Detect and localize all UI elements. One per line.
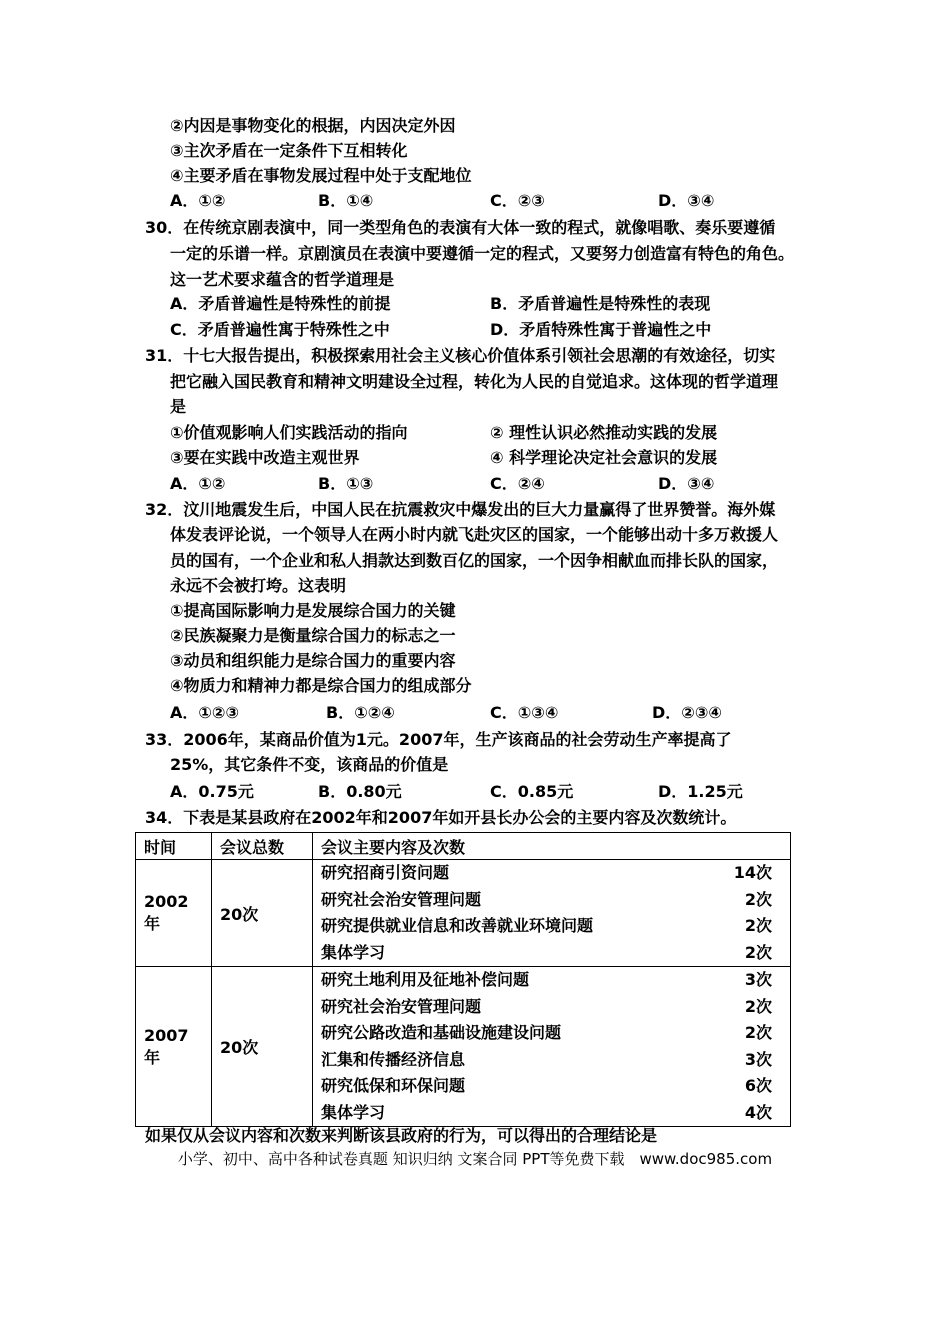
total-cell: 20次 [212, 967, 313, 1127]
q29-option-c: C．②③ [490, 191, 545, 210]
q30-option-b: B．矛盾普遍性是特殊性的表现 [490, 294, 711, 313]
item-label: 集体学习 [321, 942, 386, 962]
item-label: 研究低保和环保问题 [321, 1076, 466, 1095]
q32-stem-line-3: 员的国有，一个企业和私人捐款达到数百亿的国家，一个因争相献血而排长队的国家， [170, 551, 779, 570]
item-count: 2次 [744, 1023, 772, 1042]
q31-statement-3: ③要在实践中改造主观世界 [170, 448, 360, 467]
content-cell [313, 967, 791, 1127]
meeting-item [321, 1073, 782, 1100]
meeting-item [321, 940, 782, 967]
header-content: 会议主要内容及次数 [313, 833, 791, 860]
q34-question: 如果仅从会议内容和次数来判断该县政府的行为，可以得出的合理结论是 [145, 1126, 658, 1145]
item-label: 研究社会治安管理问题 [321, 889, 482, 909]
item-label: 研究提供就业信息和改善就业环境问题 [321, 916, 594, 935]
total-cell: 20次 [212, 860, 313, 967]
q32-stem-line-1: 32．汶川地震发生后，中国人民在抗震救灾中爆发出的巨大力量赢得了世界赞誉。海外媒 [145, 500, 776, 519]
item-label: 集体学习 [321, 1102, 386, 1122]
q33-stem-line-1: 33．2006年，某商品价值为1元。2007年，生产该商品的社会劳动生产率提高了 [145, 730, 732, 749]
q33-option-c: C．0.85元 [490, 782, 574, 801]
meeting-stats-table [135, 832, 791, 1127]
q32-statement-3: ③动员和组织能力是综合国力的重要内容 [170, 651, 456, 670]
q30-option-a: A．矛盾普遍性是特殊性的前提 [170, 294, 391, 313]
q31-stem-line-1: 31．十七大报告提出，积极探索用社会主义核心价值体系引领社会思潮的有效途径，切实 [145, 346, 776, 365]
meeting-item [321, 1100, 782, 1127]
q32-stem-line-4: 永远不会被打垮。这表明 [170, 576, 347, 595]
year-cell: 2007年 [136, 967, 212, 1127]
item-count: 4次 [744, 1102, 772, 1122]
q29-option-b: B．①④ [318, 191, 374, 210]
q33-option-b: B．0.80元 [318, 782, 402, 801]
meeting-item [321, 860, 782, 887]
item-count: 6次 [744, 1076, 772, 1095]
meeting-item [321, 913, 782, 940]
item-label: 研究社会治安管理问题 [321, 996, 482, 1016]
meeting-item [321, 1020, 782, 1047]
q32-option-b: B．①②④ [326, 703, 395, 722]
q32-option-a: A．①②③ [170, 703, 240, 722]
q30-option-c: C．矛盾普遍性寓于特殊性之中 [170, 320, 390, 339]
item-label: 研究公路改造和基础设施建设问题 [321, 1023, 562, 1042]
q31-stem-line-2: 把它融入国民教育和精神文明建设全过程，转化为人民的自觉追求。这体现的哲学道理 [170, 372, 779, 391]
q32-statement-4: ④物质力和精神力都是综合国力的组成部分 [170, 676, 472, 695]
q29-statement-3: ③主次矛盾在一定条件下互相转化 [170, 141, 408, 160]
meeting-item [321, 967, 782, 994]
table-row-2007 [136, 967, 791, 1127]
year-cell: 2002年 [136, 860, 212, 967]
q29-statement-2: ②内因是事物变化的根据，内因决定外因 [170, 116, 456, 135]
q31-statement-1: ①价值观影响人们实践活动的指向 [170, 423, 408, 442]
q31-option-b: B．①③ [318, 474, 374, 493]
q29-option-d: D．③④ [658, 191, 715, 210]
q30-stem-line-3: 这一艺术要求蕴含的哲学道理是 [170, 270, 395, 289]
meeting-item [321, 887, 782, 914]
item-count: 3次 [744, 1049, 772, 1069]
q31-statement-4: ④ 科学理论决定社会意识的发展 [490, 448, 718, 467]
q32-statement-1: ①提高国际影响力是发展综合国力的关键 [170, 601, 456, 620]
item-label: 研究招商引资问题 [321, 863, 450, 882]
meeting-item [321, 994, 782, 1021]
q32-statement-2: ②民族凝聚力是衡量综合国力的标志之一 [170, 626, 456, 645]
item-count: 2次 [744, 942, 772, 962]
item-count: 3次 [744, 970, 772, 989]
q31-option-a: A．①② [170, 474, 226, 493]
table-header-row [136, 833, 791, 860]
q29-statement-4: ④主要矛盾在事物发展过程中处于支配地位 [170, 166, 472, 185]
q32-option-c: C．①③④ [490, 703, 559, 722]
q29-option-a: A．①② [170, 191, 226, 210]
page-footer[interactable]: 小学、初中、高中各种试卷真题 知识归纳 文案合同 PPT等免费下载 www.doc985.com [177, 1150, 773, 1168]
q30-stem-line-2: 一定的乐谱一样。京剧演员在表演中要遵循一定的程式，又要努力创造富有特色的角色。 [170, 244, 795, 263]
header-total: 会议总数 [212, 833, 313, 860]
q31-option-c: C．②④ [490, 474, 545, 493]
q33-stem-line-2: 25%，其它条件不变，该商品的价值是 [170, 755, 449, 774]
q31-option-d: D．③④ [658, 474, 715, 493]
q30-option-d: D．矛盾特殊性寓于普遍性之中 [490, 320, 712, 339]
item-count: 2次 [744, 916, 772, 935]
item-count: 14次 [733, 863, 772, 882]
item-count: 2次 [744, 889, 772, 909]
q32-option-d: D．②③④ [652, 703, 722, 722]
q34-intro: 34．下表是某县政府在2002年和2007年如开县长办公会的主要内容及次数统计。 [145, 808, 737, 827]
meeting-item [321, 1047, 782, 1074]
item-label: 汇集和传播经济信息 [321, 1049, 466, 1069]
item-label: 研究土地利用及征地补偿问题 [321, 970, 530, 989]
content-cell [313, 860, 791, 967]
item-count: 2次 [744, 996, 772, 1016]
header-time: 时间 [136, 833, 212, 860]
q31-statement-2: ② 理性认识必然推动实践的发展 [490, 423, 718, 442]
q32-stem-line-2: 体发表评论说，一个领导人在两小时内就飞赴灾区的国家，一个能够出动十多万救援人 [170, 525, 779, 544]
q30-stem-line-1: 30．在传统京剧表演中，同一类型角色的表演有大体一致的程式，就像唱歌、奏乐要遵循 [145, 218, 776, 237]
q33-option-a: A．0.75元 [170, 782, 254, 801]
q33-option-d: D．1.25元 [658, 782, 743, 801]
q31-stem-line-3: 是 [170, 397, 187, 416]
table-row-2002 [136, 860, 791, 967]
